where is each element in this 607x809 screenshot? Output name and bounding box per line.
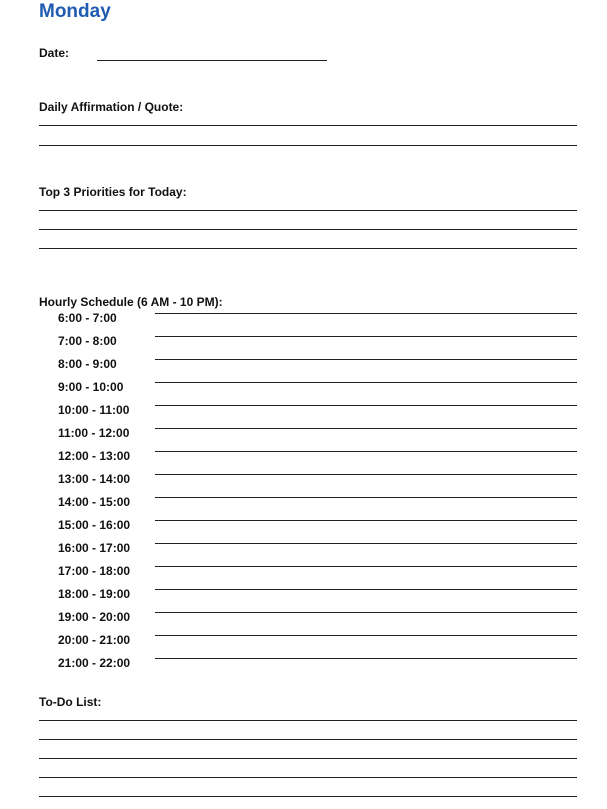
schedule-slot: 6:00 - 7:00 [58,311,117,325]
todo-line[interactable] [39,777,577,778]
todo-line[interactable] [39,739,577,740]
schedule-slot: 21:00 - 22:00 [58,656,131,670]
schedule-line[interactable] [155,359,577,360]
affirmation-label: Daily Affirmation / Quote: [39,100,184,114]
schedule-slot: 10:00 - 11:00 [58,403,130,417]
schedule-slot: 12:00 - 13:00 [58,449,131,463]
schedule-slot: 18:00 - 19:00 [58,587,131,601]
schedule-line[interactable] [155,313,577,314]
todo-line[interactable] [39,758,577,759]
page-title: Monday [39,1,111,22]
schedule-slot: 20:00 - 21:00 [58,633,131,647]
schedule-line[interactable] [155,474,577,475]
schedule-slot: 19:00 - 20:00 [58,610,131,624]
todo-line[interactable] [39,720,577,721]
todo-line[interactable] [39,796,577,797]
priority-line[interactable] [39,229,577,230]
priorities-label: Top 3 Priorities for Today: [39,185,187,199]
schedule-slot: 15:00 - 16:00 [58,518,131,532]
schedule-line[interactable] [155,635,577,636]
schedule-slot: 13:00 - 14:00 [58,472,131,486]
priority-line[interactable] [39,248,577,249]
todo-label: To-Do List: [39,695,102,709]
schedule-line[interactable] [155,428,577,429]
date-label: Date: [39,46,70,60]
schedule-slot: 17:00 - 18:00 [58,564,131,578]
schedule-line[interactable] [155,405,577,406]
schedule-line[interactable] [155,451,577,452]
schedule-line[interactable] [155,497,577,498]
schedule-slot: 14:00 - 15:00 [58,495,131,509]
schedule-line[interactable] [155,543,577,544]
schedule-line[interactable] [155,589,577,590]
affirmation-line[interactable] [39,145,577,146]
schedule-slot: 16:00 - 17:00 [58,541,131,555]
schedule-label: Hourly Schedule (6 AM - 10 PM): [39,295,223,309]
schedule-line[interactable] [155,658,577,659]
schedule-slot: 9:00 - 10:00 [58,380,124,394]
date-line[interactable] [97,60,327,61]
schedule-line[interactable] [155,382,577,383]
schedule-line[interactable] [155,612,577,613]
schedule-line[interactable] [155,566,577,567]
schedule-slot: 11:00 - 12:00 [58,426,130,440]
schedule-slot: 7:00 - 8:00 [58,334,117,348]
schedule-line[interactable] [155,520,577,521]
affirmation-line[interactable] [39,125,577,126]
schedule-line[interactable] [155,336,577,337]
priority-line[interactable] [39,210,577,211]
schedule-slot: 8:00 - 9:00 [58,357,117,371]
